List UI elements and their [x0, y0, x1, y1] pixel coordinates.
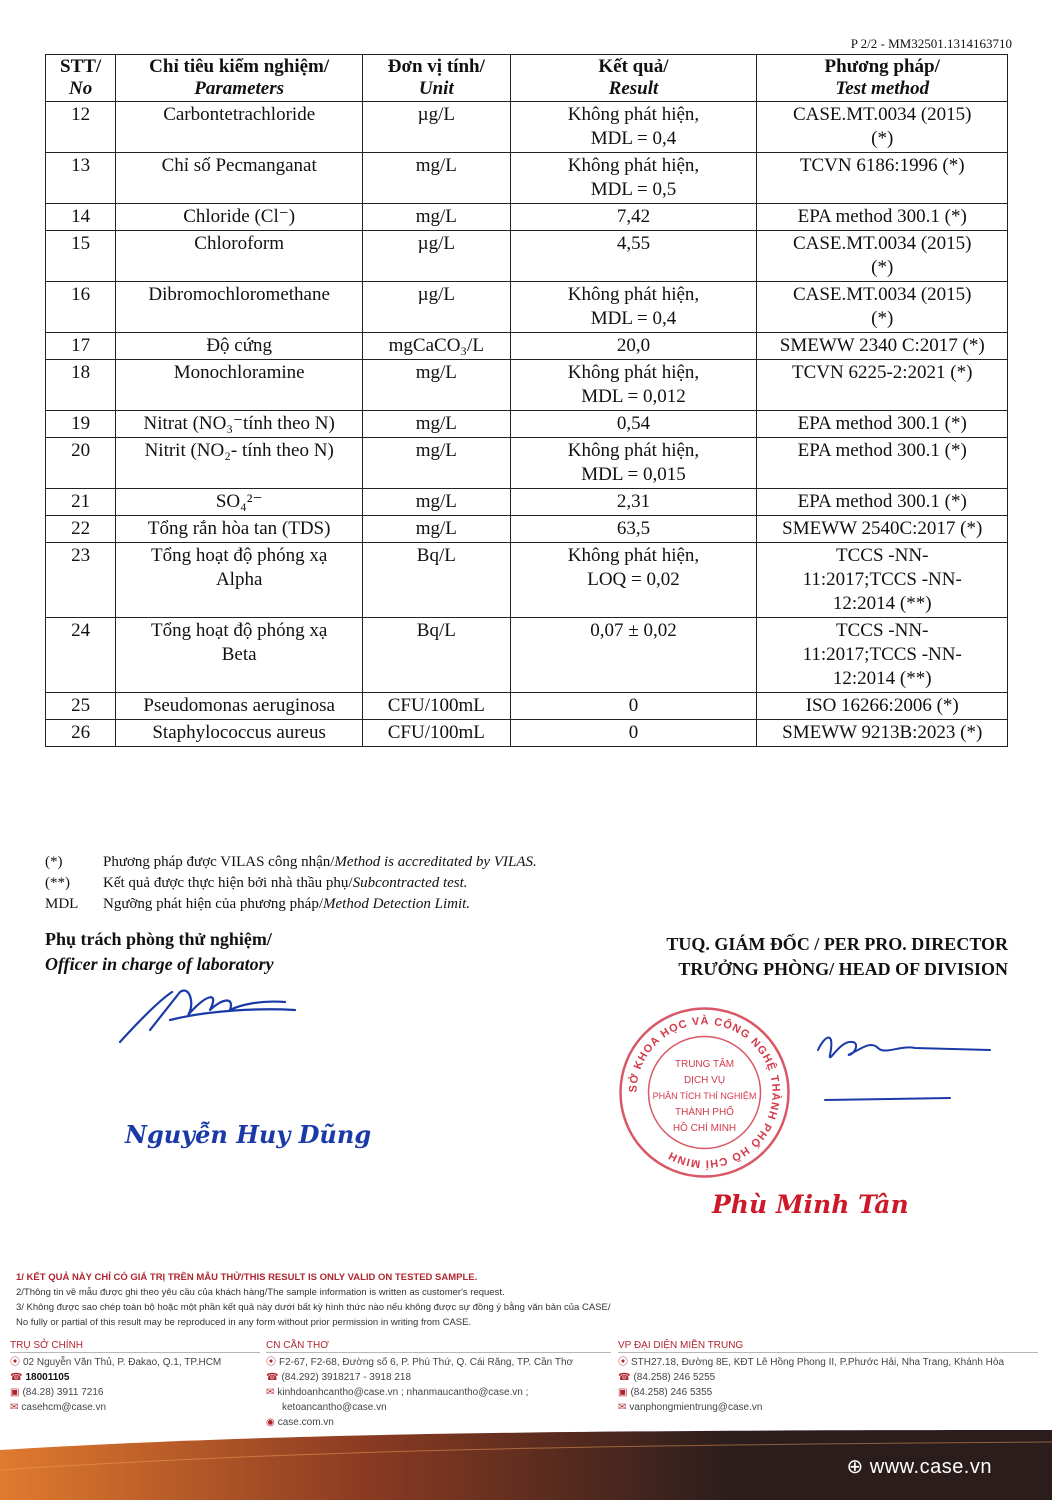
cell-no: 20: [46, 438, 116, 489]
table-row: [46, 438, 1008, 489]
cell-method: EPA method 300.1 (*): [757, 438, 1008, 489]
office-line: ⦿ 02 Nguyễn Văn Thủ, P. Đakao, Q.1, TP.HCM: [10, 1357, 222, 1368]
svg-text:SỞ KHOA HỌC VÀ CÔNG NGHỆ THÀNH: SỞ KHOA HỌC VÀ CÔNG NGHỆ THÀNH PHỐ HỒ CHÍ MINH: [627, 1015, 782, 1170]
phone-icon: ☎: [618, 1372, 631, 1383]
cell-unit: mg/L: [363, 438, 510, 489]
email-icon: ✉: [266, 1387, 275, 1398]
results-body: [46, 102, 1008, 747]
header-unit: Đơn vị tính/ Unit: [363, 55, 510, 102]
cell-unit: mg/L: [363, 516, 510, 543]
cell-result: 63,5: [510, 516, 757, 543]
cell-unit: mg/L: [363, 489, 510, 516]
cell-method: CASE.MT.0034 (2015) (*): [757, 102, 1008, 153]
cell-result: 0,07 ± 0,02: [510, 618, 757, 693]
fax-icon: ▣: [618, 1387, 628, 1398]
cell-result: Không phát hiện, MDL = 0,015: [510, 438, 757, 489]
cell-unit: Bq/L: [363, 618, 510, 693]
office-line: ⦿ F2-67, F2-68, Đường số 6, P. Phú Thứ, Q. Cái Răng, TP. Cần Thơ: [266, 1357, 574, 1368]
cell-parameter: Pseudomonas aeruginosa: [116, 693, 363, 720]
director-title: TUQ. GIÁM ĐỐC / PER PRO. DIRECTOR TRƯỞNG PHÒNG/ HEAD OF DIVISION: [666, 934, 1008, 979]
email-icon: ✉: [10, 1402, 19, 1413]
officer-signature: [110, 980, 300, 1050]
cell-result: Không phát hiện, MDL = 0,012: [510, 360, 757, 411]
office-line: ▣ (84.28) 3911 7216: [10, 1387, 104, 1398]
official-stamp: [617, 1005, 792, 1180]
cell-no: 14: [46, 204, 116, 231]
table-row: [46, 693, 1008, 720]
footer-disclaimers: 1/ KẾT QUẢ NÀY CHỈ CÓ GIÁ TRỊ TRÊN MẪU THỬ/THIS RESULT IS ONLY VALID ON TESTED SAMPLE. 2/Thông tin về mẫu được ghi theo yêu cầu của khách hàng/The sample information is written as customer's request. 3/ Không được sao chép toàn bộ hoặc một phần kết quả này dưới bất kỳ hình thức nào nếu không được sự đồng ý bằng văn bản của CASE/ No fully or partial of this result may be reproduced in any form without prior permission in writing from CASE.: [16, 1272, 611, 1328]
phone-icon: ☎: [266, 1372, 279, 1383]
cell-result: 0: [510, 720, 757, 747]
cell-parameter: SO₄²⁻: [116, 489, 363, 516]
cell-parameter: Tổng hoạt độ phóng xạ Alpha: [116, 543, 363, 618]
cell-parameter: Nitrat (NO₃⁻tính theo N): [116, 411, 363, 438]
cell-method: SMEWW 2540C:2017 (*): [757, 516, 1008, 543]
table-row: [46, 489, 1008, 516]
svg-text:PHÂN TÍCH THÍ NGHIỆM: PHÂN TÍCH THÍ NGHIỆM: [652, 1091, 757, 1101]
office-line: ⦿ STH27.18, Đường 8E, KĐT Lê Hồng Phong II, P.Phước Hải, Nha Trang, Khánh Hòa: [618, 1357, 1005, 1368]
table-row: [46, 516, 1008, 543]
director-name: Phù Minh Tân: [712, 1190, 909, 1219]
header-method: Phương pháp/ Test method: [757, 55, 1008, 102]
note-row: MDL Ngưỡng phát hiện của phương pháp/ Method Detection Limit.: [45, 896, 471, 912]
table-row: [46, 231, 1008, 282]
cell-unit: CFU/100mL: [363, 693, 510, 720]
cell-parameter: Tổng hoạt độ phóng xạ Beta: [116, 618, 363, 693]
office-head: TRỤ SỞ CHÍNH ⦿ 02 Nguyễn Văn Thủ, P. Đakao, Q.1, TP.HCM ☎ 18001105 ▣ (84.28) 3911 7216 ✉ casehcm@case.vn: [10, 1340, 260, 1415]
location-icon: ⦿: [618, 1357, 628, 1368]
page-reference: P 2/2 - MM32501.1314163710: [850, 36, 1012, 51]
cell-unit: mg/L: [363, 153, 510, 204]
cell-method: SMEWW 2340 C:2017 (*): [757, 333, 1008, 360]
note-row: (**) Kết quả được thực hiện bởi nhà thầu phụ/ Subcontracted test.: [45, 875, 468, 891]
cell-unit: mgCaCO₃/L: [363, 333, 510, 360]
cell-method: SMEWW 9213B:2023 (*): [757, 720, 1008, 747]
cell-parameter: Chloride (Cl⁻): [116, 204, 363, 231]
cell-result: 7,42: [510, 204, 757, 231]
cell-method: TCCS -NN- 11:2017;TCCS -NN- 12:2014 (**): [757, 618, 1008, 693]
cell-method: TCVN 6186:1996 (*): [757, 153, 1008, 204]
website-link[interactable]: ⊕ www.case.vn: [846, 1456, 992, 1478]
cell-unit: mg/L: [363, 411, 510, 438]
cell-no: 17: [46, 333, 116, 360]
office-line: ✉ vanphongmientrung@case.vn: [618, 1402, 763, 1413]
cell-result: 0,54: [510, 411, 757, 438]
notes: [45, 852, 537, 915]
results-table: [45, 54, 1008, 747]
cell-parameter: Chloroform: [116, 231, 363, 282]
table-row: [46, 102, 1008, 153]
phone-icon: ☎: [10, 1372, 23, 1383]
cell-unit: CFU/100mL: [363, 720, 510, 747]
header-no: STT/ No: [46, 55, 116, 102]
table-row: [46, 153, 1008, 204]
table-row: [46, 720, 1008, 747]
cell-no: 15: [46, 231, 116, 282]
globe-icon: ⊕: [846, 1456, 870, 1478]
cell-method: CASE.MT.0034 (2015) (*): [757, 231, 1008, 282]
cell-unit: mg/L: [363, 204, 510, 231]
cell-result: 0: [510, 693, 757, 720]
header-result: Kết quả/ Result: [510, 55, 757, 102]
note-row: (*) Phương pháp được VILAS công nhận/ Method is accreditated by VILAS.: [45, 854, 537, 870]
cell-no: 23: [46, 543, 116, 618]
cell-result: Không phát hiện, LOQ = 0,02: [510, 543, 757, 618]
cell-method: EPA method 300.1 (*): [757, 411, 1008, 438]
office-central: VP ĐẠI DIỆN MIỀN TRUNG ⦿ STH27.18, Đường 8E, KĐT Lê Hồng Phong II, P.Phước Hải, Nha Trang, Khánh Hòa ☎ (84.258) 246 5255 ▣ (84.258) 246 5355 ✉ vanphongmientrung@case.vn: [618, 1340, 1038, 1415]
cell-unit: Bq/L: [363, 543, 510, 618]
svg-text:DỊCH VỤ: DỊCH VỤ: [683, 1075, 726, 1086]
cell-result: 2,31: [510, 489, 757, 516]
location-icon: ⦿: [10, 1357, 20, 1368]
officer-name: Nguyễn Huy Dũng: [125, 1120, 372, 1149]
director-signature: [800, 1020, 1010, 1110]
office-cantho: CN CẦN THƠ ⦿ F2-67, F2-68, Đường số 6, P. Phú Thứ, Q. Cái Răng, TP. Cần Thơ ☎ (84.292) 3918217 - 3918 218 ✉ kinhdoanhcantho@case.vn ; nhanmaucantho@case.vn ; ketoancantho@case.vn ◉ case.com.vn: [266, 1340, 611, 1430]
officer-title: Phụ trách phòng thử nghiệm/ Officer in charge of laboratory: [45, 929, 274, 974]
cell-parameter: Dibromochloromethane: [116, 282, 363, 333]
cell-no: 26: [46, 720, 116, 747]
table-row: [46, 543, 1008, 618]
cell-no: 19: [46, 411, 116, 438]
table-row: [46, 411, 1008, 438]
cell-result: Không phát hiện, MDL = 0,4: [510, 282, 757, 333]
cell-no: 13: [46, 153, 116, 204]
cell-parameter: Nitrit (NO₂- tính theo N): [116, 438, 363, 489]
cell-parameter: Tổng rắn hòa tan (TDS): [116, 516, 363, 543]
table-row: [46, 618, 1008, 693]
cell-parameter: Độ cứng: [116, 333, 363, 360]
cell-method: EPA method 300.1 (*): [757, 204, 1008, 231]
cell-no: 21: [46, 489, 116, 516]
fax-icon: ▣: [10, 1387, 20, 1398]
svg-text:HỒ CHÍ MINH: HỒ CHÍ MINH: [672, 1123, 737, 1134]
cell-unit: µg/L: [363, 282, 510, 333]
table-row: [46, 204, 1008, 231]
cell-unit: µg/L: [363, 231, 510, 282]
cell-no: 24: [46, 618, 116, 693]
cell-result: Không phát hiện, MDL = 0,4: [510, 102, 757, 153]
cell-parameter: Monochloramine: [116, 360, 363, 411]
office-line: ☎ (84.258) 246 5255: [618, 1372, 716, 1383]
office-line: ✉ kinhdoanhcantho@case.vn ; nhanmaucantho@case.vn ;: [266, 1387, 529, 1398]
office-line: ◉ case.com.vn: [266, 1417, 334, 1428]
cell-method: CASE.MT.0034 (2015) (*): [757, 282, 1008, 333]
office-line: ketoancantho@case.vn: [282, 1402, 387, 1413]
cell-unit: µg/L: [363, 102, 510, 153]
svg-text:THÀNH PHỐ: THÀNH PHỐ: [675, 1107, 734, 1118]
cell-no: 18: [46, 360, 116, 411]
cell-no: 25: [46, 693, 116, 720]
web-icon: ◉: [266, 1417, 275, 1428]
cell-method: TCCS -NN- 11:2017;TCCS -NN- 12:2014 (**): [757, 543, 1008, 618]
cell-result: 20,0: [510, 333, 757, 360]
cell-method: EPA method 300.1 (*): [757, 489, 1008, 516]
cell-method: ISO 16266:2006 (*): [757, 693, 1008, 720]
table-row: [46, 282, 1008, 333]
office-line: ✉ casehcm@case.vn: [10, 1402, 107, 1413]
cell-parameter: Chỉ số Pecmanganat: [116, 153, 363, 204]
svg-text:TRUNG TÂM: TRUNG TÂM: [674, 1059, 735, 1070]
table-row: [46, 333, 1008, 360]
cell-parameter: Staphylococcus aureus: [116, 720, 363, 747]
office-line: ☎ (84.292) 3918217 - 3918 218: [266, 1372, 412, 1383]
location-icon: ⦿: [266, 1357, 276, 1368]
cell-no: 12: [46, 102, 116, 153]
table-row: [46, 360, 1008, 411]
cell-no: 16: [46, 282, 116, 333]
email-icon: ✉: [618, 1402, 627, 1413]
cell-unit: mg/L: [363, 360, 510, 411]
cell-result: Không phát hiện, MDL = 0,5: [510, 153, 757, 204]
cell-method: TCVN 6225-2:2021 (*): [757, 360, 1008, 411]
cell-result: 4,55: [510, 231, 757, 282]
table-header-row: [46, 55, 1008, 102]
office-line: ☎ 18001105: [10, 1372, 70, 1383]
header-parameters: Chỉ tiêu kiểm nghiệm/ Parameters: [116, 55, 363, 102]
office-line: ▣ (84.258) 246 5355: [618, 1387, 713, 1398]
cell-parameter: Carbontetrachloride: [116, 102, 363, 153]
cell-no: 22: [46, 516, 116, 543]
